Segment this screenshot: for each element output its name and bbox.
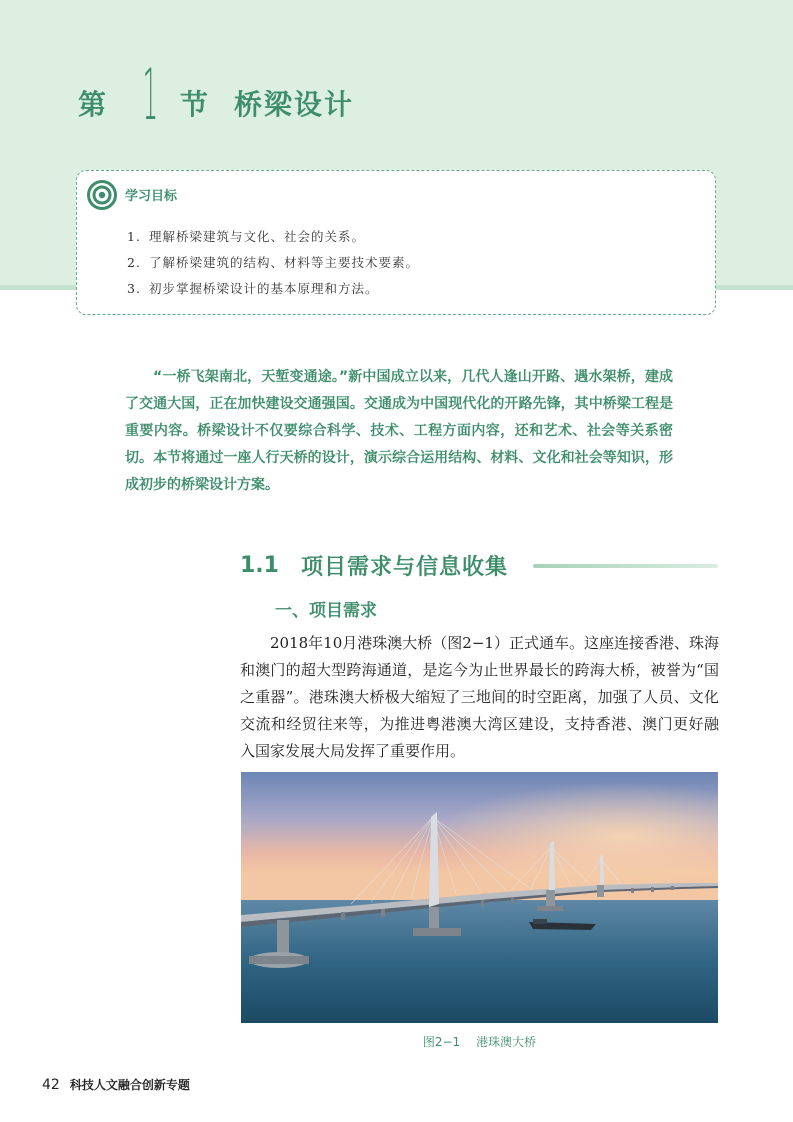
- chapter-suffix: 节: [180, 88, 209, 121]
- bridge-photo: [241, 772, 718, 1023]
- section-title: 项目需求与信息收集: [300, 554, 508, 580]
- figure-caption: [241, 1033, 718, 1050]
- figure-caption-text: 港珠澳大桥: [476, 1035, 537, 1049]
- target-icon: [87, 180, 117, 210]
- learning-goals-list: [127, 224, 419, 302]
- book-title: 科技人文融合创新专题: [69, 1078, 190, 1092]
- chapter-prefix: 第: [78, 88, 109, 121]
- chapter-name: 桥梁设计: [234, 88, 355, 121]
- figure-label: 图2−1: [422, 1035, 461, 1049]
- list-item: 3. 初步掌握桥梁设计的基本原理和方法。: [127, 281, 379, 296]
- section-number: 1.1: [240, 552, 279, 578]
- list-item: 1. 理解桥梁建筑与文化、社会的关系。: [127, 229, 366, 244]
- page-number: 42: [42, 1077, 60, 1093]
- chapter-title: [78, 54, 355, 138]
- intro-paragraph: “一桥飞架南北，天堑变通途。”新中国成立以来，几代人逢山开路、遇水架桥，建成了交通大国，正在加快建设交通强国。交通成为中国现代化的开路先锋，其中桥梁工程是重要内容。桥梁设计不仅要综合科学、技术、工程方面内容，还和艺术、社会等关系密切。本节将通过一座人行天桥的设计，演示综合运用结构、材料、文化和社会等知识，形成初步的桥梁设计方案。: [125, 369, 673, 493]
- learning-goals-box: [76, 170, 716, 315]
- chapter-number: 1: [142, 54, 159, 136]
- section-heading: [240, 548, 508, 582]
- section-rule: [533, 564, 718, 568]
- body-paragraph: 2018年10月港珠澳大桥（图2−1）正式通车。这座连接香港、珠海和澳门的超大型跨海通道，是迄今为止世界最长的跨海大桥，被誉为“国之重器”。港珠澳大桥极大缩短了三地间的时空距离，加强了人员、文化交流和经贸往来等，为推进粤港澳大湾区建设，支持香港、澳门更好融入国家发展大局发挥了重要作用。: [240, 634, 719, 760]
- subsection-title: 一、项目需求: [275, 601, 377, 621]
- learning-goals-heading: 学习目标: [125, 189, 178, 204]
- page-footer: [42, 1076, 190, 1093]
- list-item: 2. 了解桥梁建筑的结构、材料等主要技术要素。: [127, 255, 420, 270]
